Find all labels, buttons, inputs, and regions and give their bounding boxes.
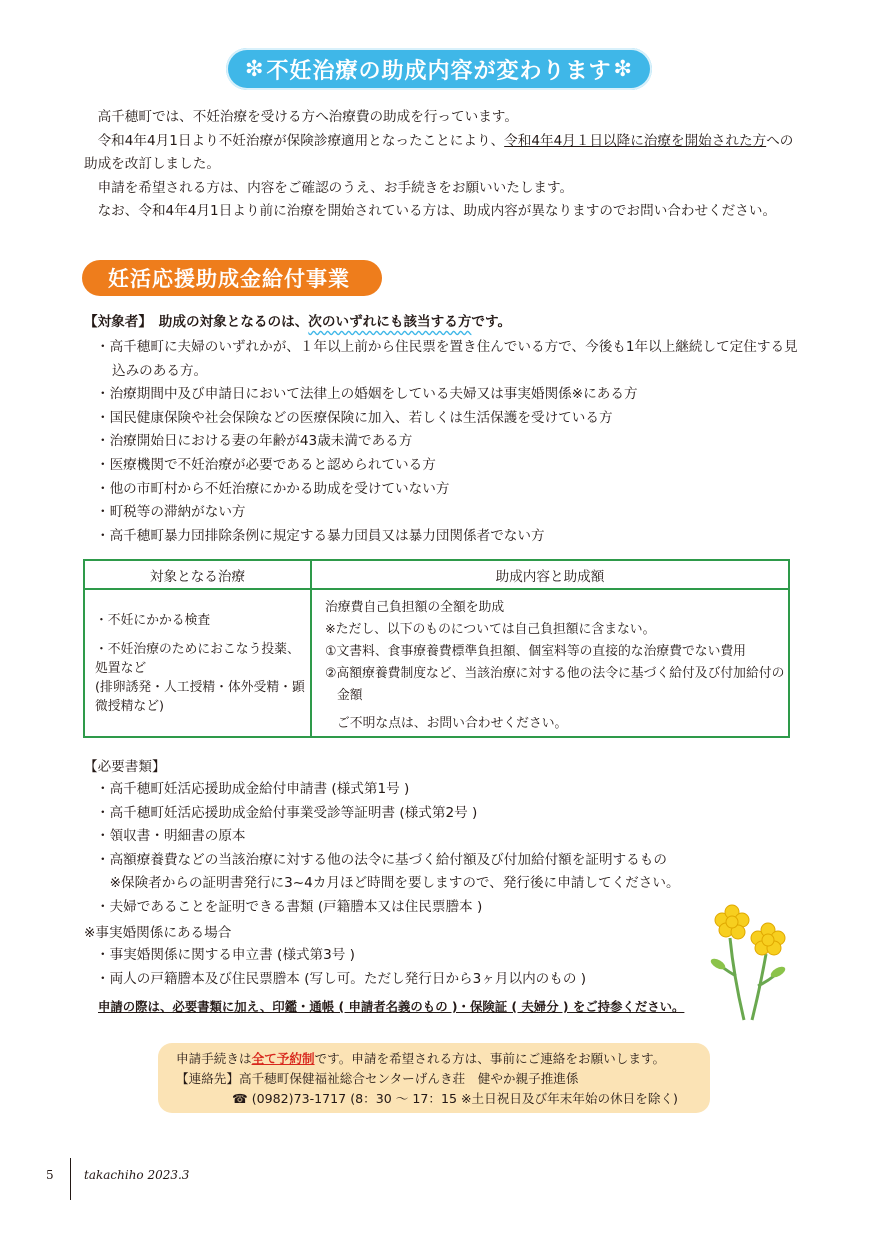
phone-icon: ☎ <box>232 1091 248 1106</box>
page-title <box>226 48 652 90</box>
intro-paragraph: なお、令和4年4月1日より前に治療を開始されている方は、助成内容が異なりますのでお問い合わせください。 <box>97 203 777 219</box>
rapeseed-flower-illustration <box>700 898 796 1022</box>
list-item: ・他の市町村から不妊治療にかかる助成を受けていない方 <box>96 480 450 497</box>
list-item: ・事実婚関係に関する申立書 (様式第3号 ) <box>96 947 355 963</box>
intro-paragraph: 高千穂町では、不妊治療を受ける方へ治療費の助成を行っています。 <box>97 109 518 125</box>
subsidy-table <box>83 559 790 738</box>
intro-paragraph: 申請を希望される方は、内容をご確認のうえ、お手続きをお願いいたします。 <box>97 179 574 196</box>
table-header: 助成内容と助成額 <box>312 561 788 590</box>
list-item: ・高千穂町暴力団排除条例に規定する暴力団員又は暴力団関係者でない方 <box>96 527 545 544</box>
flower-icon: ❇ <box>613 56 633 82</box>
underlined-text: 令和4年4月１日以降に治療を開始された方 <box>504 132 767 149</box>
list-item: ・高千穂町妊活応援助成金給付事業受診等証明書 (様式第2号 ) <box>96 804 478 821</box>
emphasis-text: 次のいずれにも該当する方 <box>308 314 472 330</box>
target-heading: 【対象者】 助成の対象となるのは、次のいずれにも該当する方です。 <box>84 314 512 330</box>
list-item: ※保険者からの証明書発行に3~4カ月ほど時間を要しますので、発行後に申請してください。 <box>96 875 680 892</box>
footer-divider <box>70 1158 71 1200</box>
list-item: ・夫婦であることを証明できる書類 (戸籍謄本又は住民票謄本 ) <box>96 898 483 915</box>
list-item: ・医療機関で不妊治療が必要であると認められている方 <box>96 456 436 473</box>
notice-text: 申請の際は、必要書類に加え、印鑑・通帳 ( 申請者名義のもの )・保険証 ( 夫婦分 ) をご持参ください。 <box>98 999 685 1014</box>
section-heading: 妊活応援助成金給付事業 <box>82 260 382 296</box>
list-item: ・領収書・明細書の原本 <box>96 828 246 845</box>
table-cell: ・不妊にかかる検査 ・不妊治療のためにおこなう投薬、処置など (排卵誘発・人工授精・体外受精・顕微授精など) <box>95 613 305 714</box>
contact-line <box>176 1089 710 1109</box>
list-item: ・高千穂町妊活応援助成金給付申請書 (様式第1号 ) <box>96 781 410 797</box>
phone-number: (0982)73-1717 (8：30 ～ 17：15 ※土日祝日及び年末年始の休日を除く) <box>251 1091 678 1106</box>
contact-box <box>158 1043 710 1113</box>
common-law-heading: ※事実婚関係にある場合 <box>84 925 232 941</box>
page-title-text: 不妊治療の助成内容が変わります <box>266 58 612 84</box>
list-item: ・町税等の滞納がない方 <box>96 504 246 521</box>
list-item: ・治療開始日における妻の年齢が43歳未満である方 <box>96 433 413 450</box>
documents-heading: 【必要書類】 <box>84 759 166 775</box>
contact-line: 申請手続きは全て予約制です。申請を希望される方は、事前にご連絡をお願いします。 <box>176 1051 666 1066</box>
reservation-emphasis: 全て予約制 <box>251 1051 315 1066</box>
table-cell: 治療費自己負担額の全額を助成 ※ただし、以下のものについては自己負担額に含まない。 ①文書料、食事療養費標準負担額、個室料等の直接的な治療費でない費用 ②高額療養費制度など、当該治療に対する他の法令に基づく給付及び付加給付の金額 ご不明な点は、お問い合わせください。 <box>325 600 785 731</box>
common-law-list <box>96 944 800 991</box>
list-item: ・高千穂町に夫婦のいずれかが、１年以上前から住民票を置き住んでいる方で、今後も1年以上継続して定住する見込みのある方。 <box>96 339 798 379</box>
eligibility-list <box>96 336 800 548</box>
footer-brand: takachiho 2023.3 <box>84 1168 190 1182</box>
list-item: ・高額療養費などの当該治療に対する他の法令に基づく給付額及び付加給付額を証明するもの <box>96 851 667 868</box>
contact-line: 【連絡先】高千穂町保健福祉総合センターげんき荘 健やか親子推進係 <box>176 1071 579 1086</box>
list-item: ・治療期間中及び申請日において法律上の婚姻をしている夫婦又は事実婚関係※にある方 <box>96 386 638 403</box>
table-divider <box>310 561 312 736</box>
intro-text <box>84 106 798 224</box>
table-header: 対象となる治療 <box>85 561 310 590</box>
page-number: 5 <box>46 1168 54 1182</box>
intro-paragraph: 令和4年4月1日より不妊治療が保険診療適用となったことにより、令和4年4月１日以降に治療を開始された方への助成を改訂しました。 <box>84 132 794 172</box>
flower-icon: ❇ <box>245 56 265 82</box>
list-item: ・両人の戸籍謄本及び住民票謄本 (写し可。ただし発行日から3ヶ月以内のもの ) <box>96 970 587 987</box>
documents-list <box>96 778 800 920</box>
list-item: ・国民健康保険や社会保険などの医療保険に加入、若しくは生活保護を受けている方 <box>96 409 613 426</box>
